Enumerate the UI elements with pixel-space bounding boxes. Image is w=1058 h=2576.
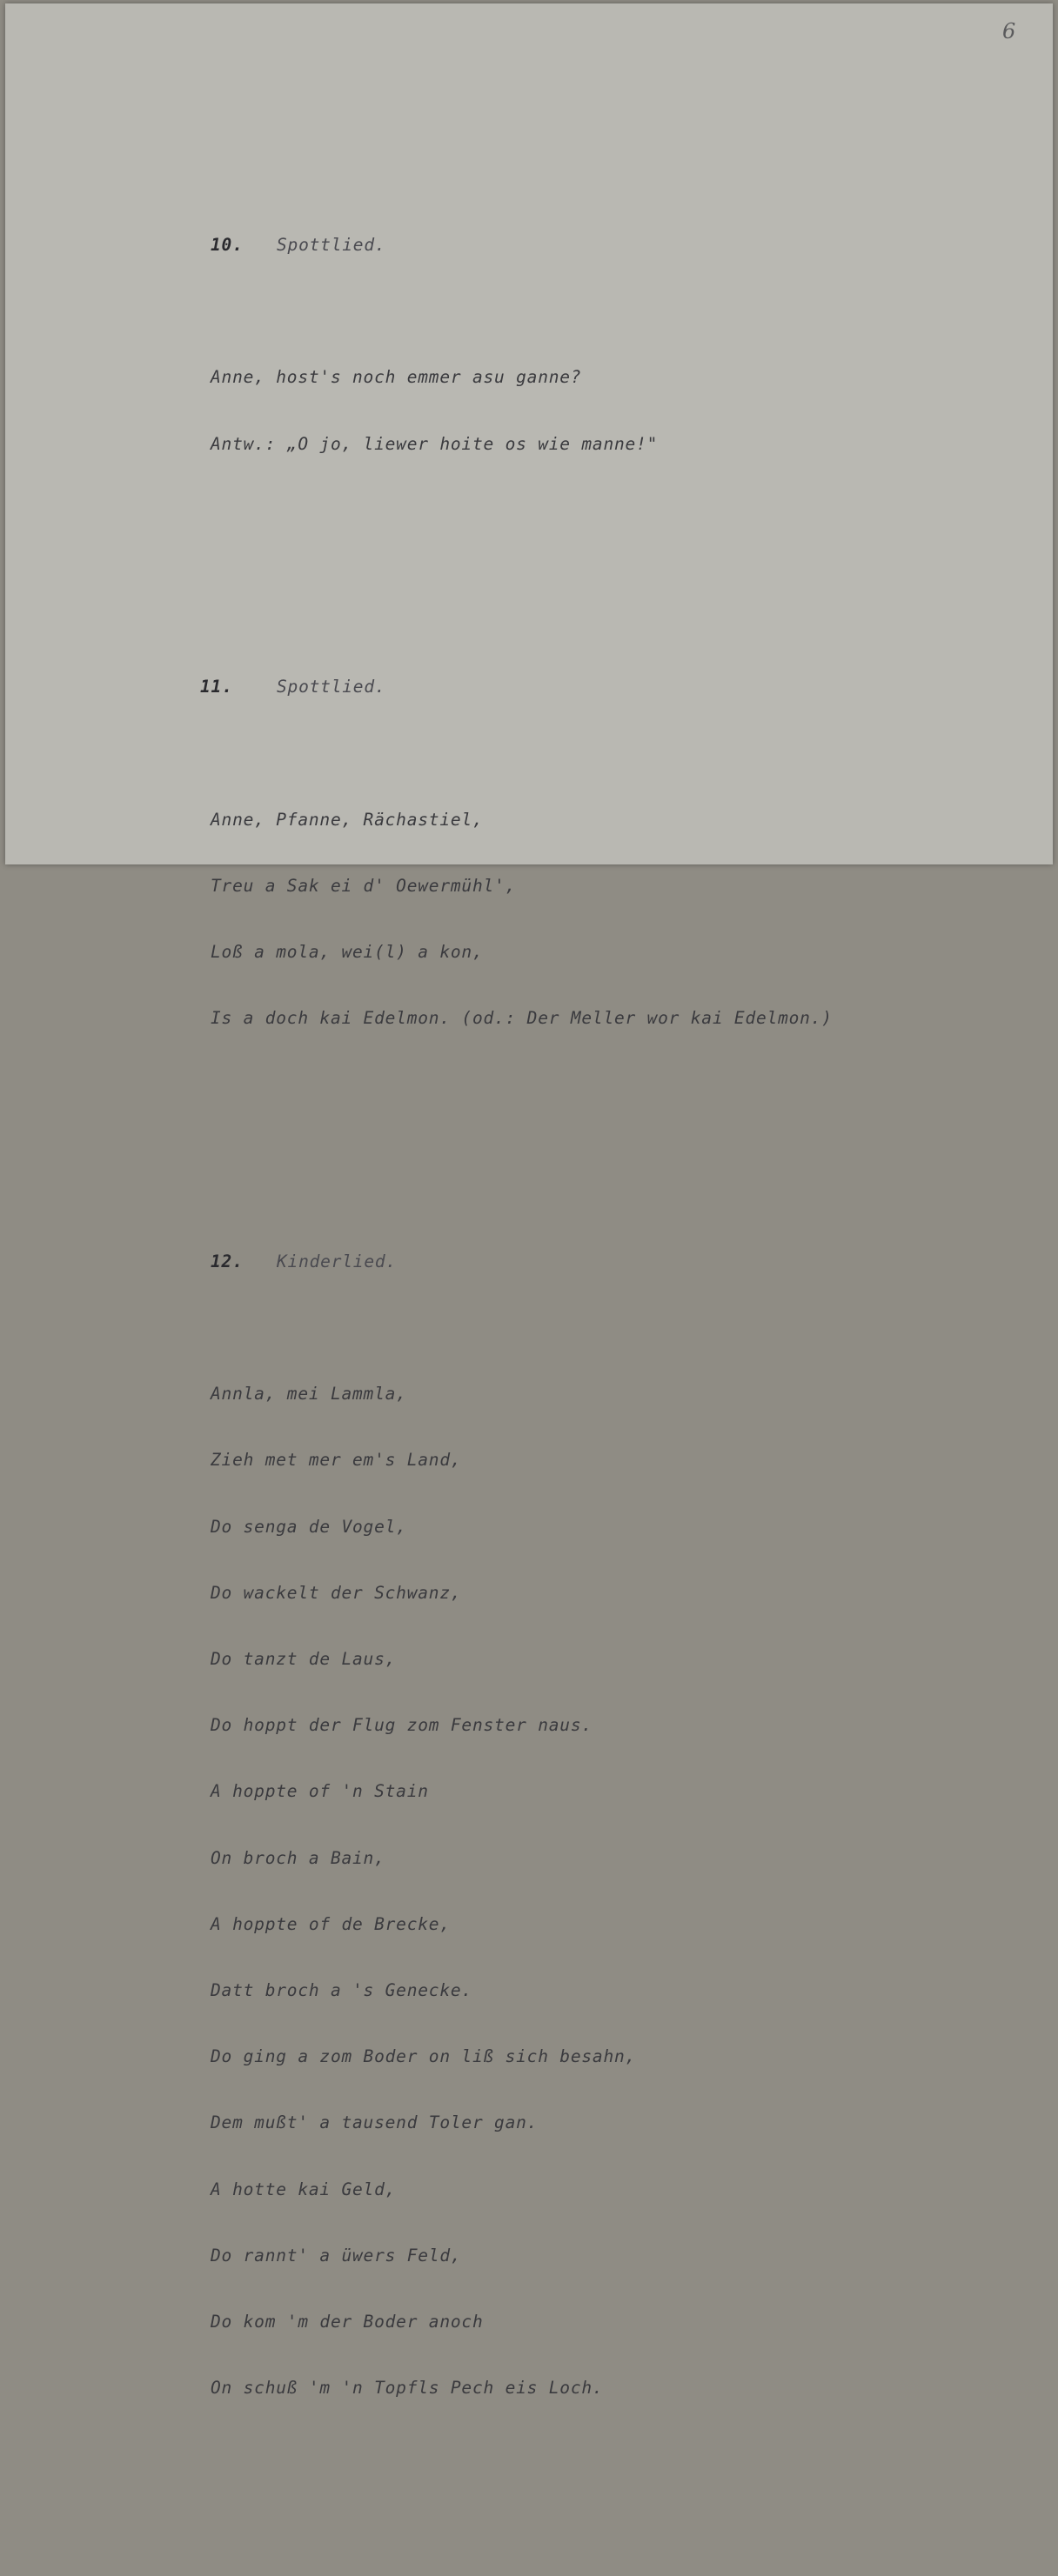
text-line: Annla, mei Lammla,	[211, 1384, 407, 1405]
text-line: On schuß 'm 'n Topfls Pech eis Loch.	[211, 2378, 604, 2399]
text-line: Do senga de Vogel,	[211, 1516, 407, 1537]
section-heading	[211, 1251, 1028, 1272]
text-line: Anne, Pfanne, Rächastiel,	[211, 809, 484, 830]
text-line: Anne, host's noch emmer asu ganne?	[211, 367, 582, 388]
text-line: Do kom 'm der Boder anoch	[211, 2312, 484, 2332]
section-title: Kinderlied.	[277, 1251, 397, 1271]
text-line: Do ging a zom Boder on liß sich besahn,	[211, 2046, 637, 2067]
text-line: Do wackelt der Schwanz,	[211, 1582, 462, 1603]
section-11	[200, 631, 1028, 1139]
stanza	[211, 764, 1028, 1074]
text-line: A hoppte of 'n Stain	[211, 1781, 429, 1802]
page-number: 6	[1002, 19, 1016, 43]
stanza	[211, 323, 1028, 499]
section-title: Spottlied.	[277, 235, 386, 256]
document-sheet	[5, 3, 1053, 2399]
text-line: Do rannt' a üwers Feld,	[211, 2245, 462, 2266]
section-12	[211, 1206, 1028, 2510]
text-line: Antw.: „O jo, liewer hoite os wie manne!"	[211, 433, 659, 454]
text-line: Loß a mola, wei(l) a kon,	[211, 941, 484, 962]
section-title: Spottlied.	[277, 677, 386, 697]
section-number: 11.	[200, 677, 233, 697]
text-line: Do hoppt der Flug zom Fenster naus.	[211, 1715, 593, 1736]
text-line: Is a doch kai Edelmon. (od.: Der Meller wor kai Edelmon.)	[211, 1008, 833, 1029]
text-line: Zieh met mer em's Land,	[211, 1450, 462, 1471]
stanza	[211, 1338, 1028, 2443]
section-10	[211, 190, 1028, 565]
text-line: Treu a Sak ei d' Oewermühl',	[211, 875, 517, 896]
text-line: Dem mußt' a tausend Toler gan.	[211, 2112, 539, 2133]
section-heading	[211, 234, 1028, 256]
text-line: A hotte kai Geld,	[211, 2179, 397, 2199]
text-line: A hoppte of de Brecke,	[211, 1913, 451, 1934]
section-heading	[200, 676, 1028, 697]
section-number: 12.	[211, 1251, 244, 1271]
text-line: Datt broch a 's Genecke.	[211, 1980, 472, 2001]
text-line: Do tanzt de Laus,	[211, 1648, 397, 1669]
text-line: On broch a Bain,	[211, 1847, 385, 1868]
typed-text	[200, 123, 1028, 2576]
section-number: 10.	[211, 235, 244, 256]
